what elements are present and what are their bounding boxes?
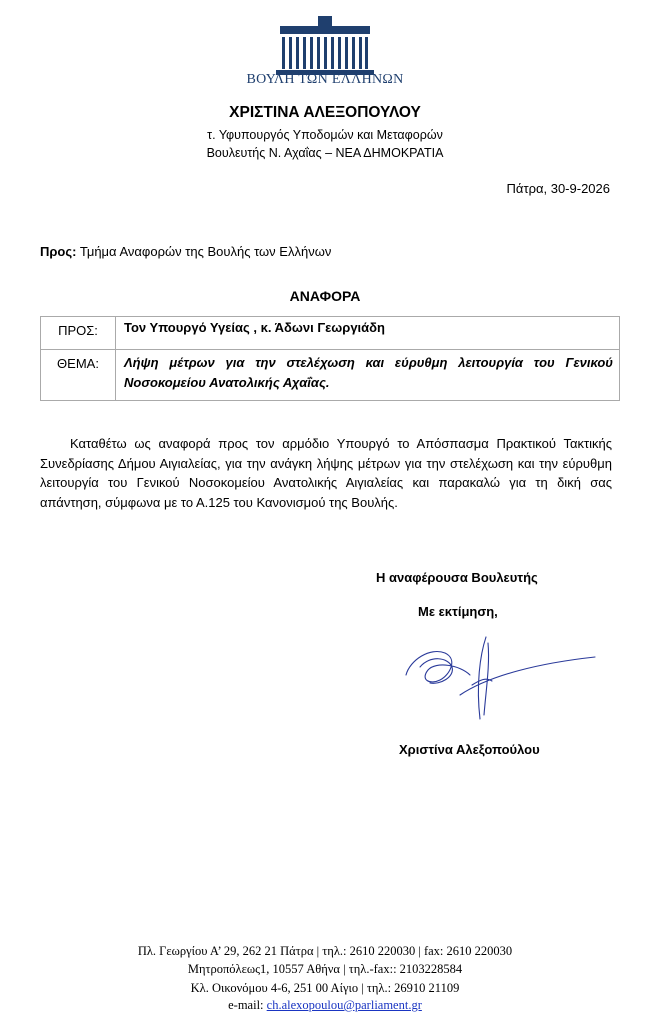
sender-constituency: Βουλευτής Ν. Αχαΐας – ΝΕΑ ΔΗΜΟΚΡΑΤΙΑ: [206, 146, 444, 160]
signer-name: Χριστίνα Αλεξοπούλου: [399, 742, 540, 757]
logo-text: ΒΟΥΛΗ ΤΩΝ ΕΛΛΗΝΩΝ: [246, 72, 404, 87]
parliament-building-icon: [270, 14, 380, 76]
closing-role: Η αναφέρουσα Βουλευτής: [376, 570, 538, 585]
place-date: Πάτρα, 30-9-2026: [506, 181, 610, 196]
footer-address-aigio: Κλ. Οικονόμου 4-6, 251 00 Αίγιο | τηλ.: 26910 21109: [190, 981, 460, 995]
table-row: [41, 350, 620, 401]
recipient-label: Προς:: [40, 244, 77, 259]
recipient-text: Τμήμα Αναφορών της Βουλής των Ελλήνων: [76, 244, 332, 259]
signature: [400, 635, 600, 720]
document-title: ΑΝΑΦΟΡΑ: [289, 288, 361, 304]
body-paragraph: Καταθέτω ως αναφορά προς τον αρμόδιο Υπουργό το Απόσπασμα Πρακτικού Τακτικής Συνεδρίασης Δήμου Αιγιαλείας, για την ανάγκη λήψης μέτρων για την στελέχωση και την εύρυθμη λειτουργία του Γενικού Νοσοκομείου Ανατολικής Αιγιαλείας και παρακαλώ για τη δική σας απάντηση, σύμφωνα με το Α.125 του Κανονισμού της Βουλής.: [40, 436, 612, 510]
sender-name: ΧΡΙΣΤΙΝΑ ΑΛΕΞΟΠΟΥΛΟΥ: [229, 104, 421, 121]
email-link[interactable]: ch.alexopoulou@parliament.gr: [266, 998, 422, 1012]
footer-address-athens: Μητροπόλεως1, 10557 Αθήνα | τηλ.-fax:: 2103228584: [187, 962, 463, 976]
email-label: e-mail:: [228, 998, 267, 1012]
sender-role: τ. Υφυπουργός Υποδομών και Μεταφορών: [207, 128, 443, 142]
footer-email-line: [0, 998, 650, 1013]
recipient-line: [40, 244, 331, 259]
subject-label: ΘΕΜΑ:: [41, 350, 116, 401]
to-label: ΠΡΟΣ:: [41, 317, 116, 350]
footer-address-patra: Πλ. Γεωργίου Α’ 29, 262 21 Πάτρα | τηλ.: 2610 220030 | fax: 2610 220030: [137, 944, 513, 958]
to-value: Τον Υπουργό Υγείας , κ. Άδωνι Γεωργιάδη: [116, 317, 620, 350]
subject-value: Λήψη μέτρων για την στελέχωση και εύρυθμη λειτουργία του Γενικού Νοσοκομείου Ανατολικής Αχαΐας.: [116, 350, 620, 401]
info-table: [40, 316, 620, 401]
table-row: [41, 317, 620, 350]
closing-regards: Με εκτίμηση,: [418, 604, 498, 619]
